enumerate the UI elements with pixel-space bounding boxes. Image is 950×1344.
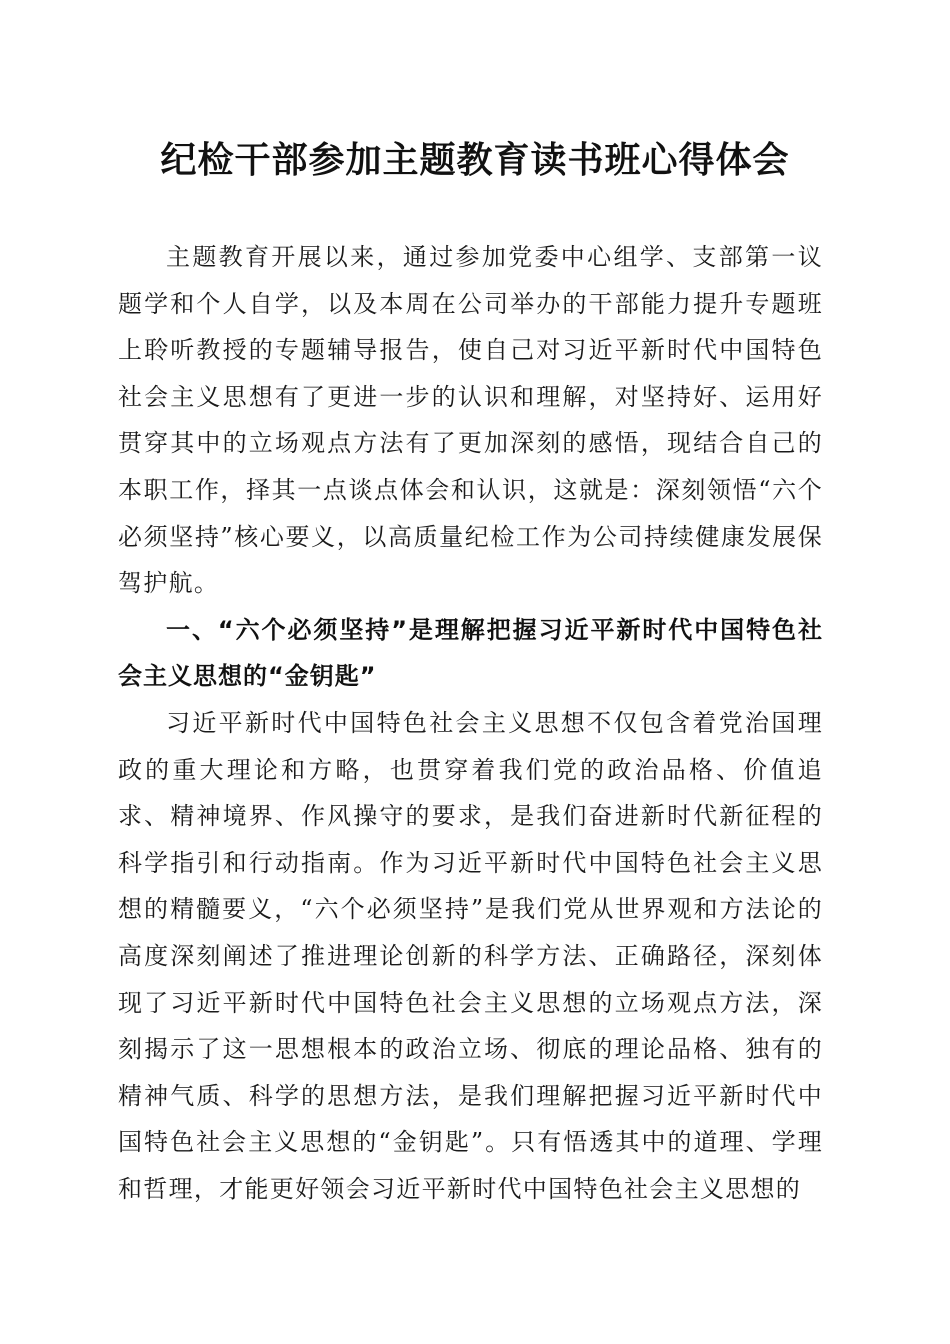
document-title: 纪检干部参加主题教育读书班心得体会 [160, 139, 790, 181]
section-paragraph: 习近平新时代中国特色社会主义思想不仅包含着党治国理政的重大理论和方略，也贯穿着我们党的政治品格、价值追求、精神境界、作风操守的要求，是我们奋进新时代新征程的科学指引和行动指南。作为习近平新时代中国特色社会主义思想的精髓要义，“六个必须坚持”是我们党从世界观和方法论的高度深刻阐述了推进理论创新的科学方法、正确路径，深刻体现了习近平新时代中国特色社会主义思想的立场观点方法，深刻揭示了这一思想根本的政治立场、彻底的理论品格、独有的精神气质、科学的思想方法，是我们理解把握习近平新时代中国特色社会主义思想的“金钥匙”。只有悟透其中的道理、学理和哲理，才能更好领会习近平新时代中国特色社会主义思想的 [118, 708, 823, 1203]
intro-paragraph: 主题教育开展以来，通过参加党委中心组学、支部第一议题学和个人自学，以及本周在公司举办的干部能力提升专题班上聆听教授的专题辅导报告，使自己对习近平新时代中国特色社会主义思想有了更进一步的认识和理解，对坚持好、运用好贯穿其中的立场观点方法有了更加深刻的感悟，现结合自己的本职工作，择其一点谈点体会和认识，这就是：深刻领悟“六个必须坚持”核心要义，以高质量纪检工作为公司持续健康发展保驾护航。 [118, 243, 823, 598]
section-heading: 一、“六个必须坚持”是理解把握习近平新时代中国特色社会主义思想的“金钥匙” [118, 615, 823, 691]
document-body [118, 234, 823, 1212]
